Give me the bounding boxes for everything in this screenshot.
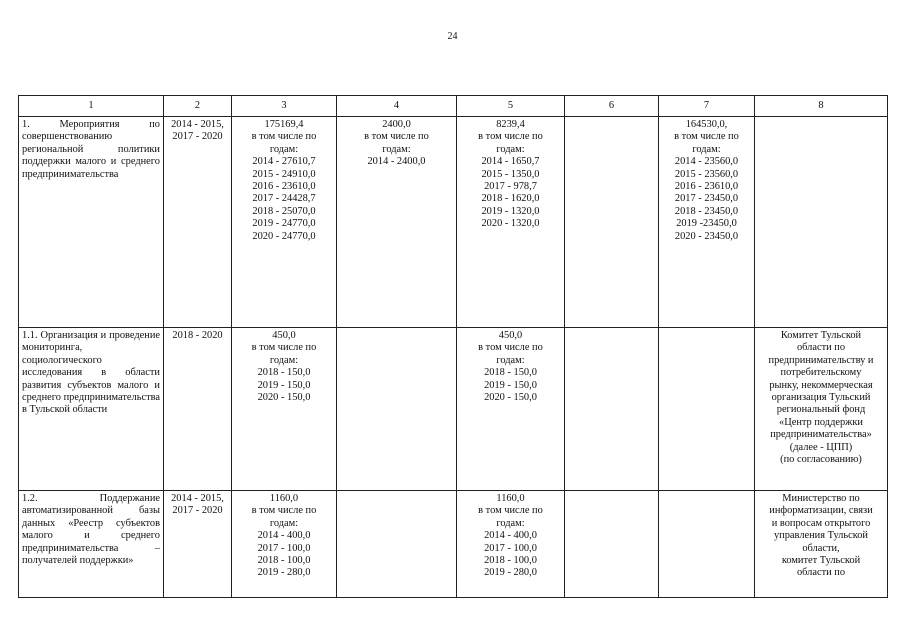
- cell-line: 2017 - 23450,0: [674, 193, 739, 205]
- cell-line: области по: [796, 342, 846, 354]
- cell-line: 2015 - 23560,0: [674, 168, 739, 180]
- cell-line: в том числе по: [251, 131, 317, 143]
- table-row: [19, 491, 888, 598]
- cell-line: в том числе по: [674, 131, 739, 143]
- cell-line: годам:: [496, 354, 525, 366]
- cell-line: 2017 - 978,7: [484, 181, 537, 193]
- header-cell: 5: [457, 96, 565, 117]
- cell-line: 2019 - 150,0: [484, 379, 537, 391]
- funding-total-cell: [232, 491, 337, 598]
- measure-name-cell: 1.2. Поддержание автоматизированной базы данных «Реестр субъектов малого и среднего предпринимательства – получателей поддержки»: [19, 491, 164, 598]
- funding-local-cell: [565, 491, 659, 598]
- cell-line: 2018 - 100,0: [484, 555, 537, 567]
- cell-line: 2018 - 150,0: [484, 367, 537, 379]
- cell-line: 2014 - 23560,0: [674, 156, 739, 168]
- responsible-cell: [755, 491, 888, 598]
- cell-line: годам:: [269, 517, 299, 529]
- cell-line: 175169,4: [264, 119, 304, 130]
- header-cell: 7: [659, 96, 755, 117]
- cell-line: «Центр поддержки: [779, 416, 863, 428]
- cell-line: 2016 - 23610,0: [674, 181, 739, 193]
- page-number: 24: [447, 31, 458, 42]
- header-cell: 2: [164, 96, 232, 117]
- cell-line: 2019 - 24770,0: [252, 218, 316, 230]
- cell-line: 2019 - 150,0: [257, 379, 311, 391]
- cell-line: 2015 - 1350,0: [481, 168, 540, 180]
- funding-regional-cell: [457, 491, 565, 598]
- cell-line: Комитет Тульской: [780, 330, 862, 341]
- header-cell: 1: [19, 96, 164, 117]
- cell-line: 450,0: [272, 330, 296, 341]
- cell-line: 2014 - 1650,7: [481, 156, 540, 168]
- cell-line: рынку, некоммерческая: [769, 379, 873, 391]
- cell-line: 2018 - 100,0: [257, 555, 311, 567]
- header-cell: 6: [565, 96, 659, 117]
- cell-line: 2019 - 280,0: [257, 567, 311, 579]
- cell-line: годам:: [269, 354, 299, 366]
- cell-line: 2017 - 100,0: [484, 542, 537, 554]
- cell-line: Министерство по: [782, 493, 860, 504]
- funding-total-cell: [232, 117, 337, 328]
- cell-line: 2020 - 1320,0: [481, 218, 540, 230]
- cell-line: 1160,0: [496, 493, 525, 504]
- cell-line: предпринимательства»: [770, 429, 872, 441]
- table-header-row: [19, 96, 888, 117]
- cell-line: комитет Тульской: [781, 555, 861, 567]
- funding-local-cell: [565, 117, 659, 328]
- funding-federal-cell: [337, 117, 457, 328]
- cell-line: организация Тульский: [771, 392, 871, 404]
- cell-line: в том числе по: [478, 505, 543, 517]
- cell-line: в том числе по: [478, 342, 543, 354]
- cell-line: предпринимательству и: [768, 354, 874, 366]
- funding-federal-cell: [337, 491, 457, 598]
- header-cell: 8: [755, 96, 888, 117]
- cell-line: 164530,0,: [685, 119, 728, 130]
- cell-line: 2014 - 400,0: [257, 530, 311, 542]
- measure-name-cell: 1. Мероприятия по совершенствованию региональной политики поддержки малого и среднего предпринимательства: [19, 117, 164, 328]
- cell-line: 2014 - 27610,7: [252, 156, 316, 168]
- cell-line: годам:: [496, 517, 525, 529]
- cell-line: региональный фонд: [776, 404, 866, 416]
- cell-line: 2020 - 150,0: [484, 392, 537, 404]
- responsible-cell: [755, 117, 888, 328]
- cell-line: годам:: [382, 143, 411, 155]
- cell-line: в том числе по: [251, 505, 317, 517]
- table-row: [19, 117, 888, 328]
- cell-line: (по согласованию): [780, 454, 862, 466]
- cell-line: в том числе по: [478, 131, 543, 143]
- funding-other-cell: [659, 328, 755, 491]
- period-cell: 2014 - 2015, 2017 - 2020: [164, 491, 232, 598]
- cell-line: потребительскому: [780, 367, 862, 379]
- cell-line: 2017 - 24428,7: [252, 193, 316, 205]
- funding-other-cell: [659, 117, 755, 328]
- funding-regional-cell: [457, 328, 565, 491]
- header-cell: 3: [232, 96, 337, 117]
- cell-line: 2015 - 24910,0: [252, 168, 316, 180]
- cell-line: 2014 - 2400,0: [367, 156, 426, 168]
- program-table: [18, 95, 888, 598]
- cell-line: годам:: [269, 143, 299, 155]
- cell-line: информатизации, связи: [769, 505, 873, 517]
- table-row: [19, 328, 888, 491]
- cell-line: 8239,4: [496, 119, 525, 130]
- cell-line: годам:: [496, 143, 525, 155]
- cell-line: 2018 - 23450,0: [674, 205, 739, 217]
- responsible-cell: [755, 328, 888, 491]
- funding-regional-cell: [457, 117, 565, 328]
- cell-line: 2016 - 23610,0: [252, 181, 316, 193]
- cell-line: 2019 - 280,0: [484, 567, 537, 579]
- cell-line: 2018 - 150,0: [257, 367, 311, 379]
- cell-line: 2400,0: [382, 119, 411, 130]
- cell-line: в том числе по: [364, 131, 429, 143]
- cell-line: в том числе по: [251, 342, 317, 354]
- funding-total-cell: [232, 328, 337, 491]
- cell-line: годам:: [692, 143, 721, 155]
- cell-line: 2020 - 24770,0: [252, 230, 316, 242]
- cell-line: 2014 - 400,0: [484, 530, 537, 542]
- measure-name-cell: 1.1. Организация и проведение мониторинга, социологического исследования в области развития субъектов малого и среднего предпринимательства в Тульской области: [19, 328, 164, 491]
- cell-line: 2017 - 100,0: [257, 542, 311, 554]
- funding-other-cell: [659, 491, 755, 598]
- funding-federal-cell: [337, 328, 457, 491]
- cell-line: и вопросам открытого: [771, 517, 871, 529]
- cell-line: 1160,0: [269, 493, 299, 504]
- period-cell: 2014 - 2015, 2017 - 2020: [164, 117, 232, 328]
- cell-line: 450,0: [498, 330, 523, 341]
- header-cell: 4: [337, 96, 457, 117]
- cell-line: 2019 - 1320,0: [481, 205, 540, 217]
- cell-line: (далее - ЦПП): [789, 441, 853, 453]
- funding-local-cell: [565, 328, 659, 491]
- period-cell: 2018 - 2020: [164, 328, 232, 491]
- cell-line: 2020 - 23450,0: [674, 230, 739, 242]
- cell-line: области,: [802, 542, 840, 554]
- cell-line: 2018 - 25070,0: [252, 205, 316, 217]
- cell-line: 2019 -23450,0: [676, 218, 737, 230]
- cell-line: управления Тульской: [773, 530, 868, 542]
- cell-line: 2018 - 1620,0: [481, 193, 540, 205]
- cell-line: области по: [796, 567, 846, 579]
- cell-line: 2020 - 150,0: [257, 392, 311, 404]
